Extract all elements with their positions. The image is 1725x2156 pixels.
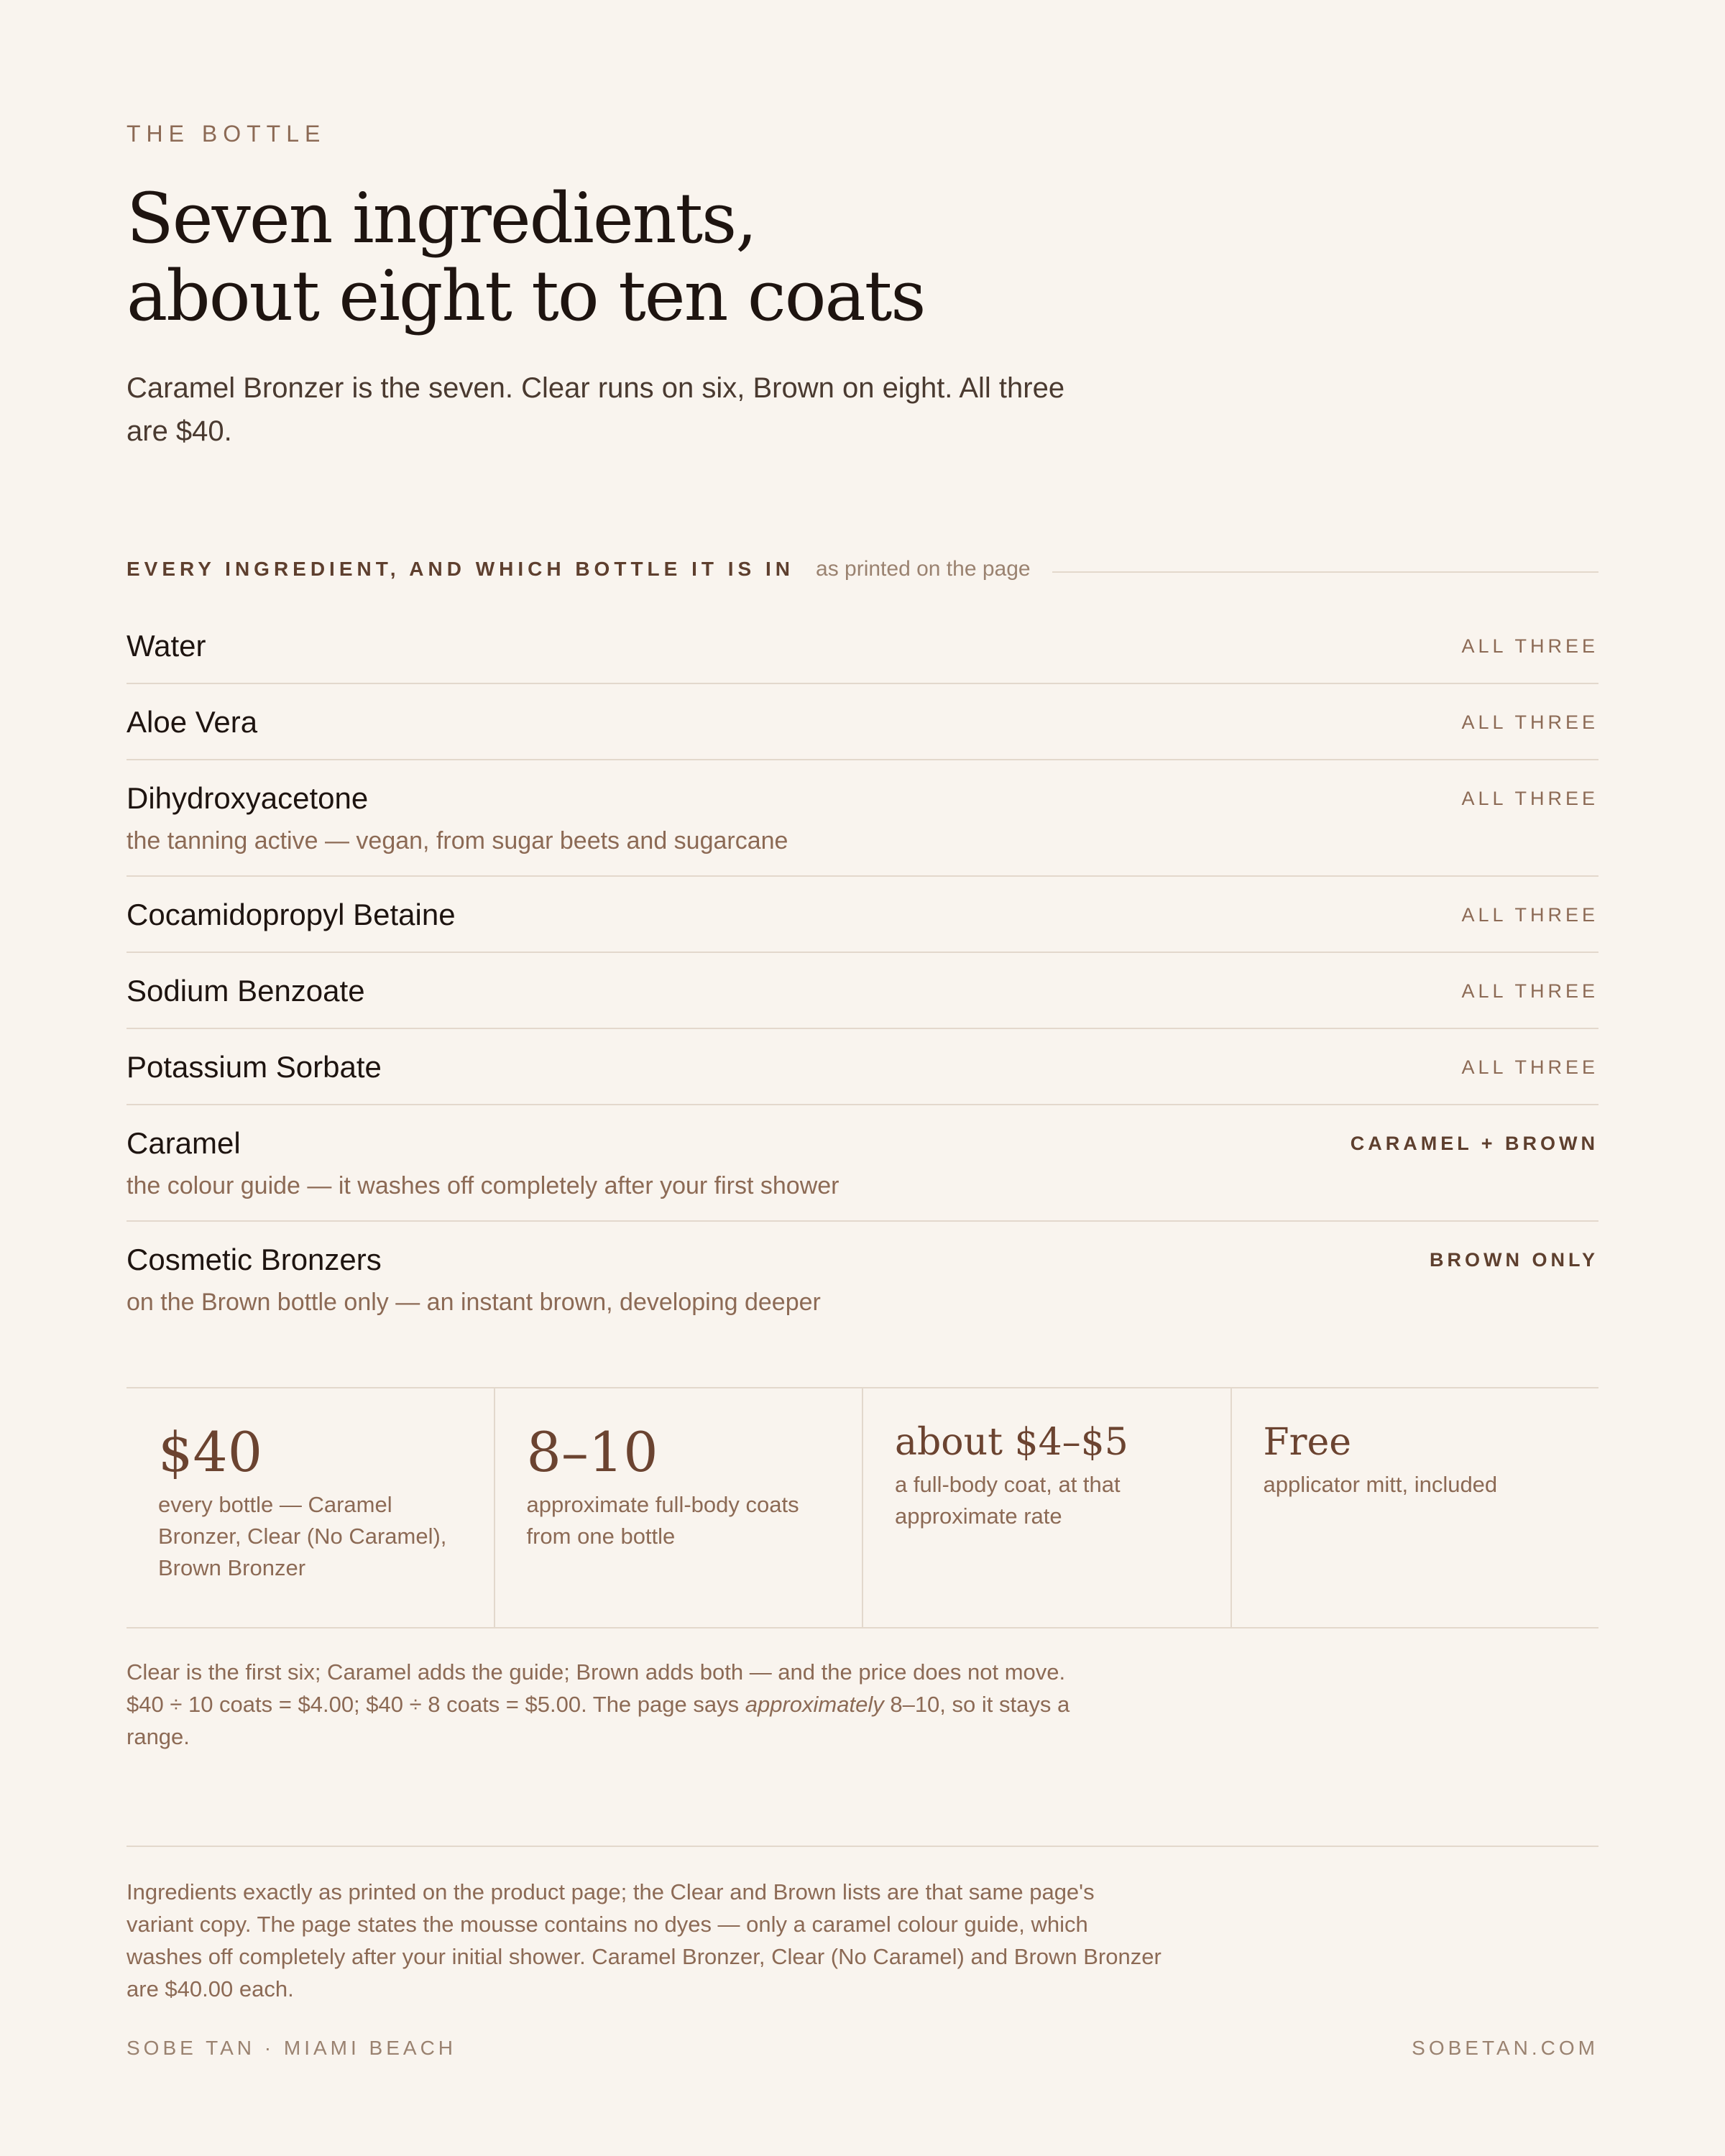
ingredient-row [126, 1222, 1598, 1337]
bottle-badge: ALL THREE [1461, 635, 1598, 657]
page-title-line-1: Seven ingredients, [126, 178, 756, 259]
bottle-badge: ALL THREE [1461, 788, 1598, 809]
stat-price [126, 1388, 494, 1627]
bottle-badge: ALL THREE [1461, 1056, 1598, 1078]
stat-value: Free [1263, 1421, 1351, 1464]
bottle-badge: ALL THREE [1461, 904, 1598, 926]
stats-strip [126, 1387, 1598, 1628]
stat-value: about $4–$5 [895, 1421, 1128, 1464]
ingredient-row [126, 1105, 1598, 1222]
stat-description: applicator mitt, included [1263, 1472, 1498, 1497]
bottle-badge: BROWN ONLY [1429, 1249, 1598, 1271]
brand-location: SOBE TAN · MIAMI BEACH [126, 2037, 457, 2059]
ingredient-name: Potassium Sorbate [126, 1050, 382, 1084]
ingredient-row [126, 953, 1598, 1029]
lede-paragraph: Caramel Bronzer is the seven. Clear runs on six, Brown on eight. All three are $40. [126, 372, 1065, 447]
ingredient-row [126, 609, 1598, 684]
stat-description: every bottle — Caramel Bronzer, Clear (No Caramel), Brown Bronzer [158, 1492, 447, 1580]
section-divider [1052, 571, 1598, 573]
bottle-badge: ALL THREE [1461, 980, 1598, 1002]
ingredient-row [126, 760, 1598, 877]
ingredients-section-header [126, 555, 1598, 584]
stat-value: $40 [158, 1420, 263, 1484]
calculation-line-1: Clear is the first six; Caramel adds the guide; Brown adds both — and the price does not move. [126, 1659, 1066, 1685]
ingredient-name: Cocamidopropyl Betaine [126, 898, 456, 931]
ingredient-name: Aloe Vera [126, 705, 258, 739]
calculation-text: $40 ÷ 10 coats = $4.00; $40 ÷ 8 coats = $5.00. The page says [126, 1692, 745, 1717]
calculation-note [126, 1656, 1133, 1753]
ingredient-name: Caramel [126, 1126, 241, 1160]
stat-per-coat [862, 1388, 1230, 1627]
page-title [126, 180, 1598, 335]
section-note: as printed on the page [816, 557, 1031, 581]
bottle-badge: ALL THREE [1461, 711, 1598, 733]
stat-coats [494, 1388, 862, 1627]
eyebrow: THE BOTTLE [126, 121, 326, 147]
ingredient-name: Water [126, 629, 206, 663]
ingredient-name: Sodium Benzoate [126, 974, 365, 1008]
ingredient-list [126, 609, 1598, 1337]
ingredient-note: the tanning active — vegan, from sugar beets and sugarcane [126, 827, 788, 854]
section-title: EVERY INGREDIENT, AND WHICH BOTTLE IT IS IN [126, 558, 795, 580]
calculation-emphasis: approximately [745, 1692, 884, 1717]
ingredient-note: the colour guide — it washes off completely after your first shower [126, 1172, 840, 1199]
bottle-badge: CARAMEL + BROWN [1350, 1133, 1598, 1154]
ingredient-name: Cosmetic Bronzers [126, 1243, 382, 1276]
calculation-line-2 [126, 1688, 1133, 1753]
stat-mitt [1230, 1388, 1599, 1627]
ingredient-note: on the Brown bottle only — an instant brown, developing deeper [126, 1289, 821, 1316]
footer-divider [126, 1846, 1598, 1847]
calculation-text: 8–10, so it stays a range. [126, 1692, 1070, 1749]
stat-description: approximate full-body coats from one bottle [526, 1492, 799, 1549]
ingredient-row [126, 877, 1598, 953]
ingredient-row [126, 1029, 1598, 1105]
stat-value: 8–10 [526, 1420, 658, 1484]
site-link[interactable]: SOBETAN.COM [1412, 2037, 1598, 2059]
ingredient-name: Dihydroxyacetone [126, 781, 369, 815]
footer-bar [126, 2037, 1598, 2060]
page-title-line-2: about eight to ten coats [126, 256, 925, 336]
footer-disclaimer: Ingredients exactly as printed on the product page; the Clear and Brown lists are that same page's variant copy. The page states the mousse contains no dyes — only a caramel colour guide, which washes off completely after your initial shower. Caramel Bronzer, Clear (No Caramel) and Brown Bronzer are $40.00 each. [126, 1879, 1162, 2001]
ingredient-row [126, 684, 1598, 760]
stat-description: a full-body coat, at that approximate rate [895, 1472, 1121, 1529]
